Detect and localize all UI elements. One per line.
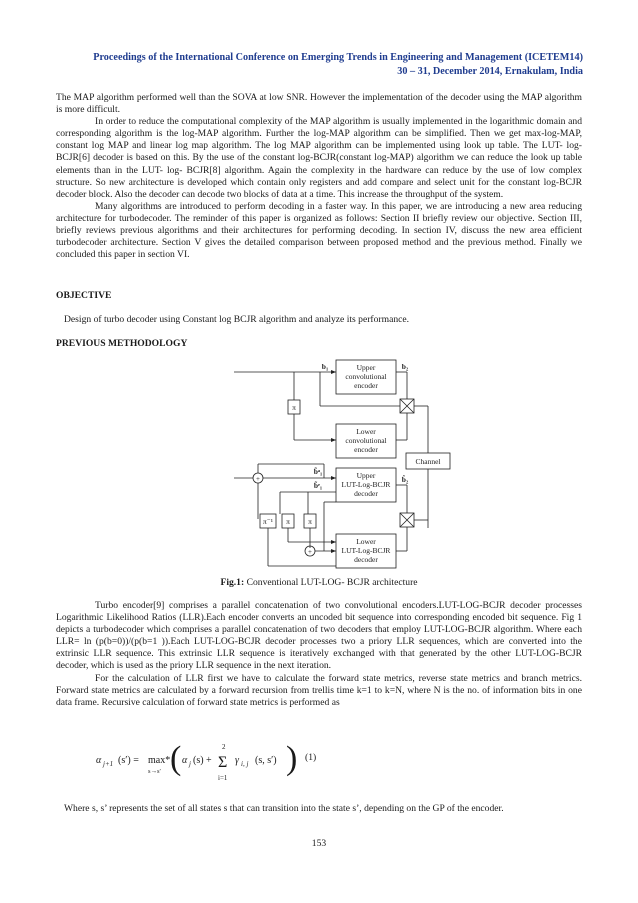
diagram-svg [228,352,456,572]
body2-paragraph-2: For the calculation of LLR first we have to calculate the forward state metrics, reverse state metrics and branch metrics. Forward state metrics are calculated by a forward recursion from trellis time k=1 to k=N, where N is the no. of information bits in one data frame. Recursive calculation of forward state metrics is performed as [56,672,582,708]
upper-encoder-label-1: Upper [356,363,376,372]
after-equation-text: Where s, s’ represents the set of all states s that can transition into the state s’, depending on the GP of the encoder. [64,803,504,814]
forward-metric-equation [96,740,346,786]
eq-max: max* [148,755,171,766]
upper-encoder-label-3: encoder [354,381,378,390]
upper-decoder-label-2: LUT-Log-BCJR [341,480,391,489]
channel-label: Channel [415,457,441,466]
eq-left-paren: ( [170,740,182,777]
eq-lhs-sub: j+1 [103,760,114,768]
body2-paragraph-1: Turbo encoder[9] comprises a parallel concatenation of two convolutional encoders.LUT-LOG-BCJR decoder processes Logarithmic Likelihood Ratios (LLR).Each encoder converts an uncoded bit sequence into corresponding encoded bit sequence. Fig 1 depicts a turbodecoder which comprises a parallel concatenation of two decoders that employ LUT-LOG-BCJR algorithm. Where each LLR= ln (p(b=0))/(p(b=1 )).Each LUT-LOG-BCJR decoder processes two a priory LLR sequences, which are converted into the extrinsic LLR sequence. This extrinsic LLR sequence is iteratively exchanged with that generated by the other LUT-LOG-BCJR decoder, which is used as the priory LLR sequence in the next iteration. [56,600,582,672]
intro-section [56,92,582,261]
deinterleaver-label: π⁻¹ [263,517,273,526]
lower-encoder-label-1: Lower [356,427,376,436]
b1-apriori-label: b̃ᵃ₁ [313,467,323,476]
b2-label: b₂ [401,362,409,371]
figure-label: Fig.1: [220,577,245,588]
body-section-2 [56,600,582,709]
header-line-1: Proceedings of the International Conference on Emerging Trends in Engineering and Management (ICETEM14) [93,52,583,63]
objective-section [56,314,582,326]
lower-encoder-label-2: convolutional [345,436,387,445]
eq-alpha-arg: (s) + [193,755,212,766]
eq-alpha-sub: j [189,760,191,768]
figure-caption [0,577,638,588]
equation-svg [96,740,346,786]
previous-methodology-heading: PREVIOUS METHODOLOGY [56,338,188,349]
equation-number: (1) [305,752,317,763]
eq-sum-symbol: Σ [218,754,228,771]
b1-label: b₁ [321,362,329,371]
figure-caption-text: Conventional LUT-LOG- BCJR architecture [244,577,418,588]
eq-sum-top: 2 [222,743,226,751]
lower-adder-label: + [308,548,312,556]
intro-paragraph-3: Many algorithms are introduced to perform decoding in a faster way. In this paper, we are introducing a new area reducing architecture for turbodecoder. The reminder of this paper is organized as follows: Section II briefly review our objective. Section III, briefly reviews previous algorithms and their architectures for performing decoding. In section IV, discuss the new area efficient turbodecoder architecture. Section V gives the detailed comparison between proposed method and the previous method. Finally we concluded this paper in section VI. [56,200,582,261]
objective-text: Design of turbo decoder using Constant log BCJR algorithm and analyze its performance. [64,314,410,325]
eq-alpha-lhs: α [96,755,102,766]
intro-paragraph-2: In order to reduce the computational complexity of the MAP algorithm is usually implemented in the logarithmic domain and corresponding algorithm is the log-MAP algorithm. Further the log-MAP algorithm can be simplified. Then we get max-log-MAP, constant log MAP and linear log map algorithm. The log MAP algorithm can be implemented using look up table. The LUT- log-BCJR[6] decoder is based on this. By the use of the constant log-BCJR(constant log-MAP) algorithm we can reduce the look up table elements than in the LUT- log- BCJR[8] algorithm. Again the complexity in the hardware can reduce by the use of low complex structure. So new architecture is developed which contain only registers and add compare and select unit for the constant log-BCJR decoder block. Also the decoder can decode two blocks of data at a time. This increase the throughput of the system. [56,116,582,200]
intro-paragraph-1: The MAP algorithm performed well than the SOVA at low SNR. However the implementation of the decoder using the MAP algorithm is more difficult. [56,92,582,116]
b1-extrinsic-label: b̃ᵉ₁ [313,481,323,490]
decoder-interleaver-label-1: π [286,517,290,526]
upper-decoder-label-1: Upper [356,471,376,480]
eq-lhs-arg: (s′) = [118,755,139,766]
lower-decoder-label-2: LUT-Log-BCJR [341,546,391,555]
proceedings-header [43,51,583,79]
turbo-decoder-diagram [228,352,456,572]
upper-decoder-label-3: decoder [354,489,378,498]
decoder-interleaver-label-2: π [308,517,312,526]
after-equation-section [56,803,582,815]
lower-encoder-label-3: encoder [354,445,378,454]
b2-estimate-label: b̂₂ [401,475,409,484]
encoder-interleaver-label: π [292,403,296,412]
eq-max-sub: s→s′ [148,768,161,775]
page-number: 153 [311,838,327,849]
lower-decoder-label-3: decoder [354,555,378,564]
eq-right-paren: ) [286,740,298,777]
eq-gamma-sub: i, j [241,760,249,768]
eq-sum-bot: i=1 [218,774,228,782]
eq-gamma: γ [235,755,239,766]
objective-heading: OBJECTIVE [56,290,112,301]
upper-encoder-label-2: convolutional [345,372,387,381]
eq-gamma-arg: (s, s′) [255,755,277,766]
eq-alpha: α [182,755,188,766]
upper-adder-label: + [256,475,260,483]
header-line-2: 30 – 31, December 2014, Ernakulam, India [397,66,583,77]
lower-decoder-label-1: Lower [356,537,376,546]
